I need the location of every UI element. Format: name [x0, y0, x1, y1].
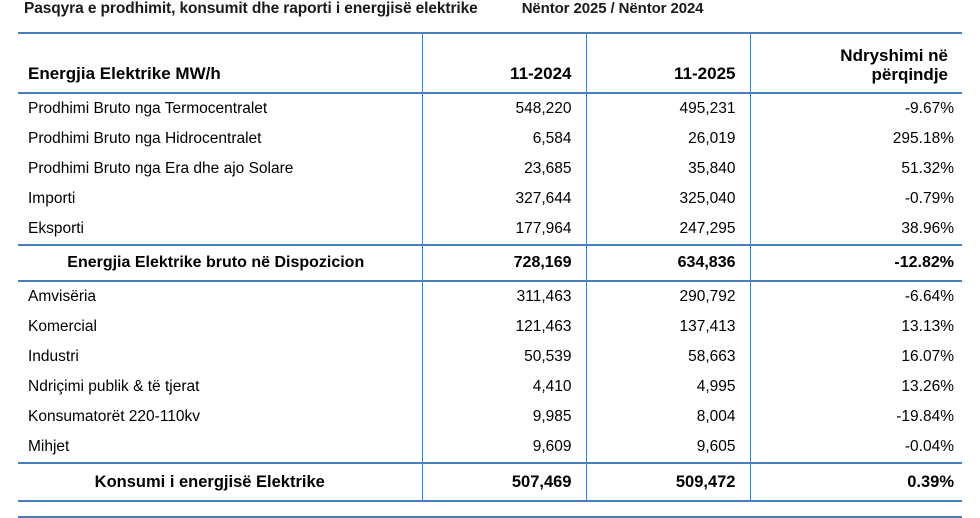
subtotal-value-2024: 728,169: [422, 245, 586, 281]
row-change: 295.18%: [892, 130, 954, 147]
row-change: -0.04%: [904, 438, 954, 455]
header-label: Energjia Elektrike MW/h: [18, 33, 422, 93]
row-label: Komercial: [18, 312, 422, 342]
row-label: Eksporti: [18, 214, 422, 245]
row-value-2025: 247,295: [586, 214, 750, 245]
table-header-row: [18, 33, 962, 93]
row-change: -9.67%: [904, 100, 954, 117]
row-change: -19.84%: [896, 408, 954, 425]
table-row: [18, 124, 962, 154]
row-value-2025: 137,413: [586, 312, 750, 342]
total-row: [18, 463, 962, 501]
report-period: Nëntor 2025 / Nëntor 2024: [521, 0, 704, 17]
row-label: Importi: [18, 184, 422, 214]
row-value-2024: 121,463: [422, 312, 586, 342]
subtotal-row: [18, 245, 962, 281]
table-row: [18, 342, 962, 372]
row-value-2024: 311,463: [422, 281, 586, 312]
caption: [18, 0, 962, 32]
row-label: Prodhimi Bruto nga Hidrocentralet: [18, 124, 422, 154]
row-value-2024: 50,539: [422, 342, 586, 372]
row-value-2024: 548,220: [422, 93, 586, 124]
header-col-2024: 11-2024: [422, 33, 586, 93]
subtotal-change: -12.82%: [750, 245, 962, 281]
row-value-2025: 9,605: [586, 432, 750, 463]
row-value-2024: 4,410: [422, 372, 586, 402]
row-value-2025: 290,792: [586, 281, 750, 312]
energy-table: [18, 32, 962, 502]
row-value-2025: 58,663: [586, 342, 750, 372]
table-row: [18, 432, 962, 463]
row-value-2024: 6,584: [422, 124, 586, 154]
table-row: [18, 372, 962, 402]
row-change: -6.64%: [904, 288, 954, 305]
row-label: Ndriçimi publik & të tjerat: [18, 372, 422, 402]
row-change: 16.07%: [901, 348, 954, 365]
table-row: [18, 281, 962, 312]
row-value-2024: 23,685: [422, 154, 586, 184]
row-label: Industri: [18, 342, 422, 372]
row-change: 38.96%: [901, 220, 954, 237]
header-change-line2: përqindje: [871, 64, 948, 84]
row-change: 51.32%: [901, 160, 954, 177]
table-row: [18, 154, 962, 184]
table-row: [18, 402, 962, 432]
row-value-2025: 26,019: [586, 124, 750, 154]
total-value-2024: 507,469: [422, 463, 586, 501]
header-change-line1: Ndryshimi në: [840, 45, 948, 65]
total-label: Konsumi i energjisë Elektrike: [18, 463, 422, 501]
header-col-change: [750, 33, 962, 93]
row-label: Amvisëria: [18, 281, 422, 312]
subtotal-value-2025: 634,836: [586, 245, 750, 281]
table-row: [18, 312, 962, 342]
row-value-2025: 495,231: [586, 93, 750, 124]
total-value-2025: 509,472: [586, 463, 750, 501]
header-col-2025: 11-2025: [586, 33, 750, 93]
row-value-2025: 325,040: [586, 184, 750, 214]
table-row: [18, 93, 962, 124]
table-row: [18, 214, 962, 245]
row-value-2025: 4,995: [586, 372, 750, 402]
row-label: Prodhimi Bruto nga Termocentralet: [18, 93, 422, 124]
row-value-2024: 9,609: [422, 432, 586, 463]
row-label: Konsumatorët 220-110kv: [18, 402, 422, 432]
report-title: Pasqyra e prodhimit, konsumit dhe raporti i energjisë elektrike: [24, 0, 478, 17]
row-change: 13.13%: [901, 318, 954, 335]
subtotal-label: Energjia Elektrike bruto në Dispozicion: [18, 245, 422, 281]
row-value-2025: 35,840: [586, 154, 750, 184]
total-change: 0.39%: [750, 463, 962, 501]
row-value-2024: 9,985: [422, 402, 586, 432]
row-label: Prodhimi Bruto nga Era dhe ajo Solare: [18, 154, 422, 184]
row-change: 13.26%: [901, 378, 954, 395]
row-value-2024: 327,644: [422, 184, 586, 214]
row-label: Mihjet: [18, 432, 422, 463]
row-change: -0.79%: [904, 190, 954, 207]
row-value-2025: 8,004: [586, 402, 750, 432]
row-value-2024: 177,964: [422, 214, 586, 245]
table-row: [18, 184, 962, 214]
